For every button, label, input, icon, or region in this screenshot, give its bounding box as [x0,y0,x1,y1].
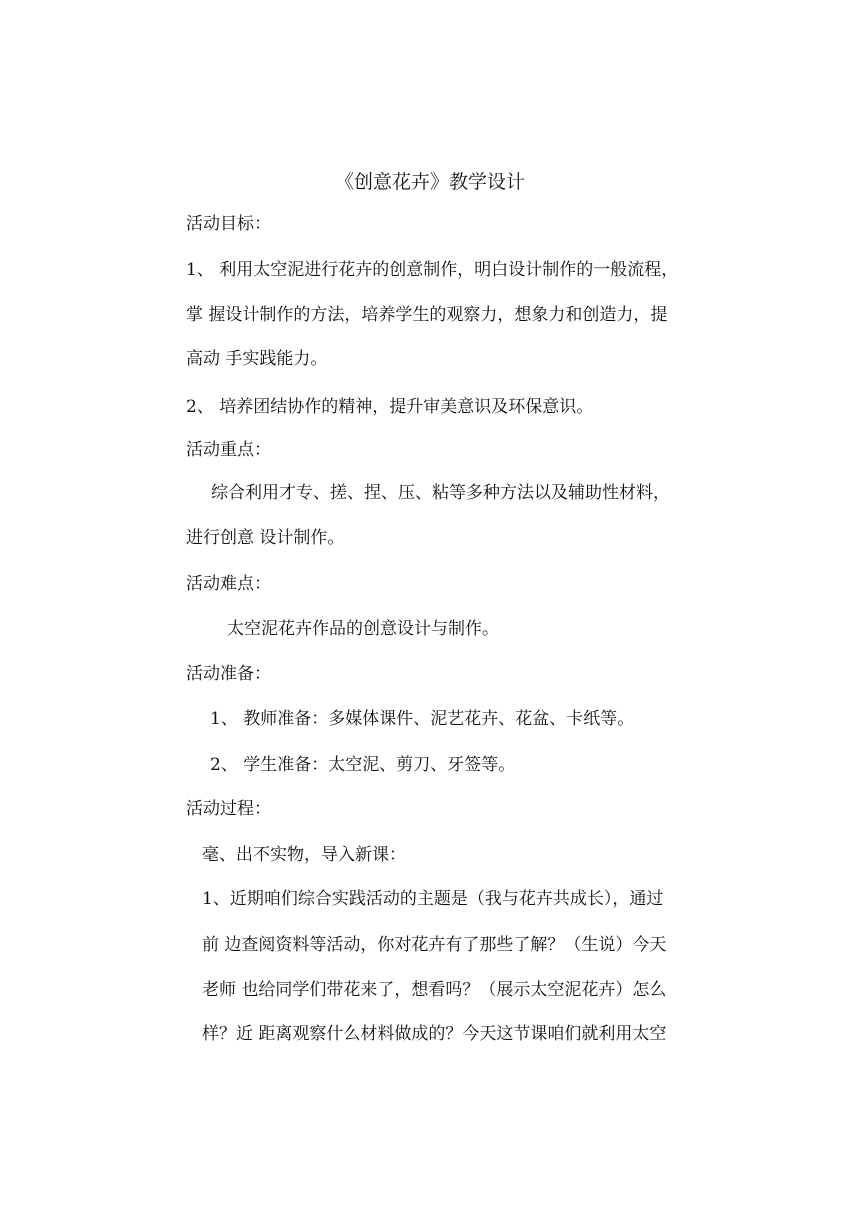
process-heading: 活动过程： [186,799,271,819]
process-paragraph-line-4: 样？近 距离观察什么材料做成的？今天这节课咱们就利用太空 [202,1024,667,1044]
process-paragraph-line-3: 老师 也给同学们带花来了，想看吗？（展示太空泥花卉）怎么 [202,980,667,1000]
prep-heading: 活动准备： [186,664,271,684]
key-line-1: 综合利用才专、搓、捏、压、粘等多种方法以及辅助性材料， [211,483,670,503]
key-heading: 活动重点： [186,440,271,460]
difficulty-text: 太空泥花卉作品的创意设计与制作。 [227,619,499,639]
prep-item-2: 2、 学生准备：太空泥、剪刀、牙签等。 [210,755,516,775]
goal-1-line-3: 高动 手实践能力。 [186,349,328,369]
process-step-1: 毫、出不实物，导入新课： [202,845,406,865]
process-paragraph-line-2: 前 边查阅资料等活动，你对花卉有了那些了解？（生说）今天 [202,935,667,955]
goal-2: 2、 培养团结协作的精神，提升审美意识及环保意识。 [186,397,594,417]
goal-1-line-2: 掌 握设计制作的方法，培养学生的观察力，想象力和创造力，提 [186,305,668,325]
difficulty-heading: 活动难点： [186,574,271,594]
goal-1-line-1: 1、 利用太空泥进行花卉的创意制作，明白设计制作的一般流程， [186,260,679,280]
process-paragraph-line-1: 1、近期咱们综合实践活动的主题是（我与花卉共成长），通过 [202,889,664,909]
goal-heading: 活动目标： [186,214,271,234]
document-title: 《创意花卉》教学设计 [334,171,525,193]
key-line-2: 进行创意 设计制作。 [186,528,345,548]
prep-item-1: 1、 教师准备：多媒体课件、泥艺花卉、花盆、卡纸等。 [210,709,635,729]
